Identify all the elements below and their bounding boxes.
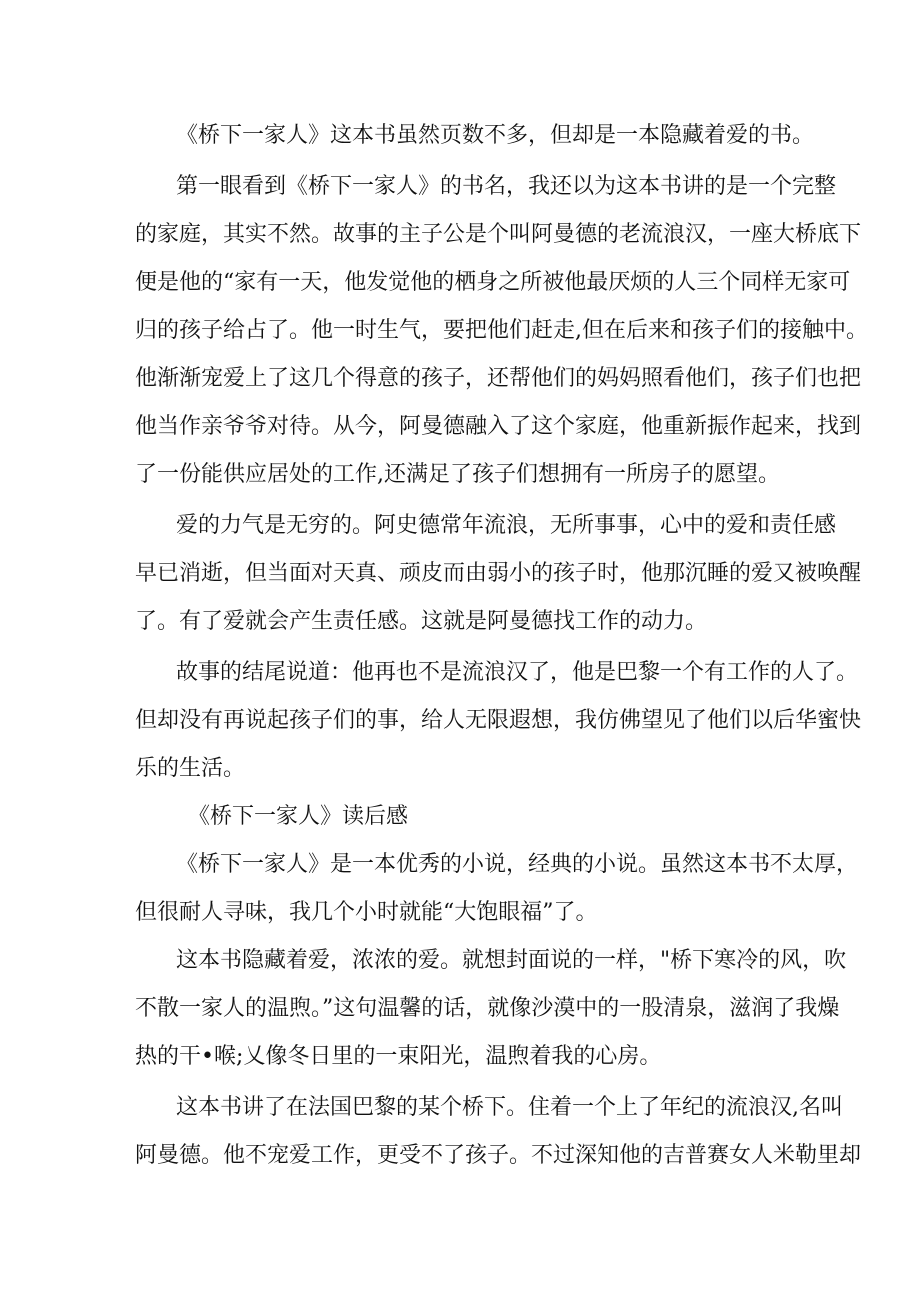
paragraph-line: 爱的力气是无穷的。阿史德常年流浪，无所事事，心中的爱和责任感 [176,513,837,538]
paragraph-line: 他渐渐宠爱上了这几个得意的孩子，还帮他们的妈妈照看他们，孩子们也把 [135,366,862,391]
paragraph-line: 《桥下一家人》是一本优秀的小说，经典的小说。虽然这本书不太厚， [176,852,859,877]
paragraph-line: 了。有了爱就会产生责任感。这就是阿曼德找工作的动力。 [135,609,708,634]
paragraph-line: 了一份能供应居处的工作,还满足了孩子们想拥有一所房子的愿望。 [135,462,780,487]
paragraph-line: 这本书隐藏着爱，浓浓的爱。就想封面说的一样，"桥下寒冷的风，吹 [176,948,847,973]
paragraph-line: 他当作亲爷爷对待。从今，阿曼德融入了这个家庭，他重新振作起来，找到 [135,414,862,439]
paragraph-line: 便是他的“家有一天，他发觉他的栖身之所被他最厌烦的人三个同样无家可 [135,270,851,295]
paragraph-line: 《桥下一家人》这本书虽然页数不多，但却是一本隐藏着爱的书。 [176,123,815,148]
paragraph-line: 的家庭，其实不然。故事的主子公是个叫阿曼德的老流浪汉，一座大桥底下 [135,222,862,247]
paragraph-line: 故事的结尾说道：他再也不是流浪汉了，他是巴黎一个有工作的人了。 [176,660,859,685]
paragraph-line: 不散一家人的温煦。”这句温馨的话，就像沙漠中的一股清泉，滋润了我燥 [135,996,840,1021]
paragraph-line: 但却没有再说起孩子们的事，给人无限遐想，我仿佛望见了他们以后华蜜快 [135,708,862,733]
paragraph-line: 乐的生活。 [135,756,246,781]
paragraph-line: 热的干•喉;乂像冬日里的一束阳光，温煦着我的心房。 [135,1044,662,1069]
paragraph-line: 第一眼看到《桥下一家人》的书名，我还以为这本书讲的是一个完整 [176,174,837,199]
paragraph-line: 阿曼德。他不宠爱工作，更受不了孩子。不过深知他的吉普赛女人米勒里却 [135,1143,862,1168]
paragraph-line: 这本书讲了在法国巴黎的某个桥下。住着一个上了年纪的流浪汉,名叫 [176,1095,843,1120]
paragraph-line: 归的孩子给占了。他一时生气，要把他们赶走,但在后来和孩子们的接触中。 [135,318,868,343]
section-heading: 《桥下一家人》读后感 [188,804,409,829]
paragraph-line: 但很耐人寻味，我几个小时就能“大饱眼福”了。 [135,900,598,925]
paragraph-line: 早已消逝，但当面对天真、顽皮而由弱小的孩子时，他那沉睡的爱又被唤醒 [135,561,862,586]
